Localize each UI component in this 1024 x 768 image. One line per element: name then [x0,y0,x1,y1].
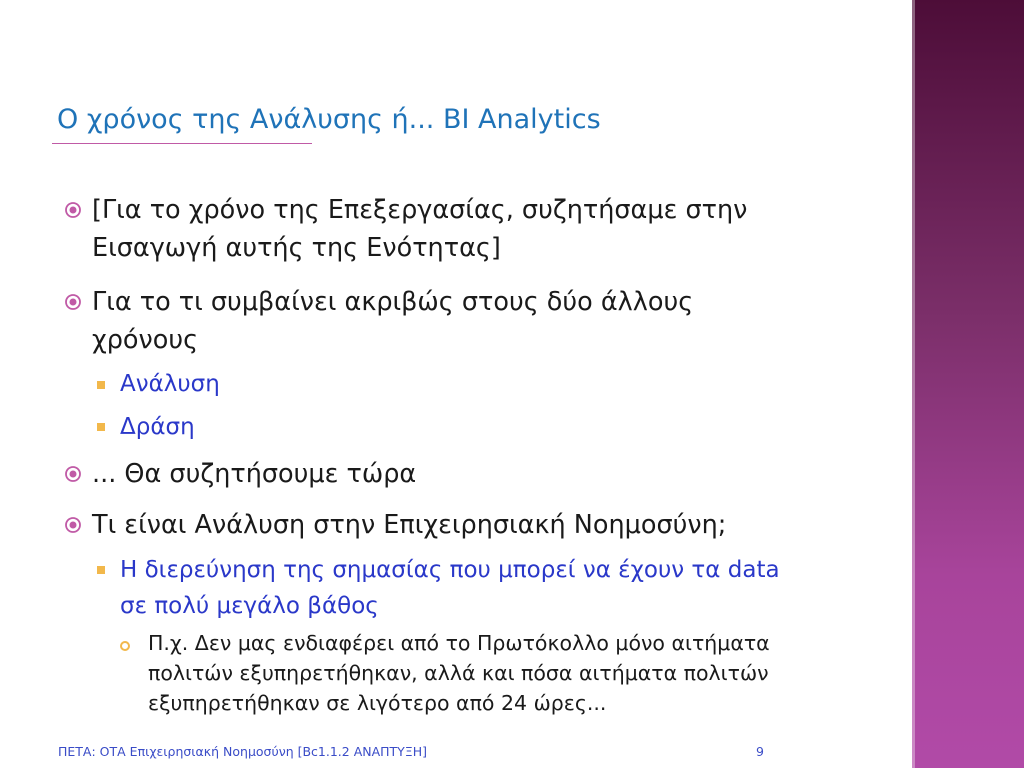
third-level-line: Π.χ. Δεν μας ενδιαφέρει από το Πρωτόκολλο μόνο αιτήματα [148,631,770,655]
bullet-line: Για το τι συμβαίνει ακριβώς στους δύο άλλους [92,287,694,317]
title-underline [52,143,312,144]
third-level-line: εξυπηρετήθηκαν σε λιγότερο από 24 ώρες... [148,691,607,715]
bullet-item [92,283,882,359]
square-bullet-icon [97,381,105,389]
bullet-line: Τι είναι Ανάλυση στην Επιχειρησιακή Νοημοσύνη; [92,510,727,540]
slide-title: Ο χρόνος της Ανάλυσης ή... BI Analytics [57,104,601,135]
sub-bullet-item: Δράση [120,414,195,440]
bullet-target-icon [64,516,82,534]
square-bullet-icon [97,423,105,431]
bullet-line: Εισαγωγή αυτής της Ενότητας] [92,233,501,263]
bullet-line: χρόνους [92,325,199,355]
bullet-item [92,506,882,544]
side-bar-edge [912,0,915,768]
decorative-side-bar [912,0,1024,768]
bullet-item [92,455,882,493]
circle-bullet-icon [120,641,130,651]
bullet-target-icon [64,465,82,483]
sub-bullet-line: Η διερεύνηση της σημασίας που μπορεί να έχουν τα data [120,557,780,583]
third-level-bullet-item [148,628,888,718]
bullet-target-icon [64,293,82,311]
bullet-line: ... Θα συζητήσουμε τώρα [92,459,417,489]
slide-footer: ΠΕΤΑ: ΟΤΑ Επιχειρησιακή Νοημοσύνη [Bc1.1.2 ΑΝΑΠΤΥΞΗ] [58,744,427,759]
bullet-item [92,191,882,267]
sub-bullet-item [120,552,890,624]
bullet-line: [Για το χρόνο της Επεξεργασίας, συζητήσαμε στην [92,195,748,225]
page-number: 9 [756,744,764,759]
square-bullet-icon [97,566,105,574]
third-level-line: πολιτών εξυπηρετήθηκαν, αλλά και πόσα αιτήματα πολιτών [148,661,769,685]
bullet-target-icon [64,201,82,219]
sub-bullet-item: Ανάλυση [120,371,220,397]
sub-bullet-line: σε πολύ μεγάλο βάθος [120,593,379,619]
